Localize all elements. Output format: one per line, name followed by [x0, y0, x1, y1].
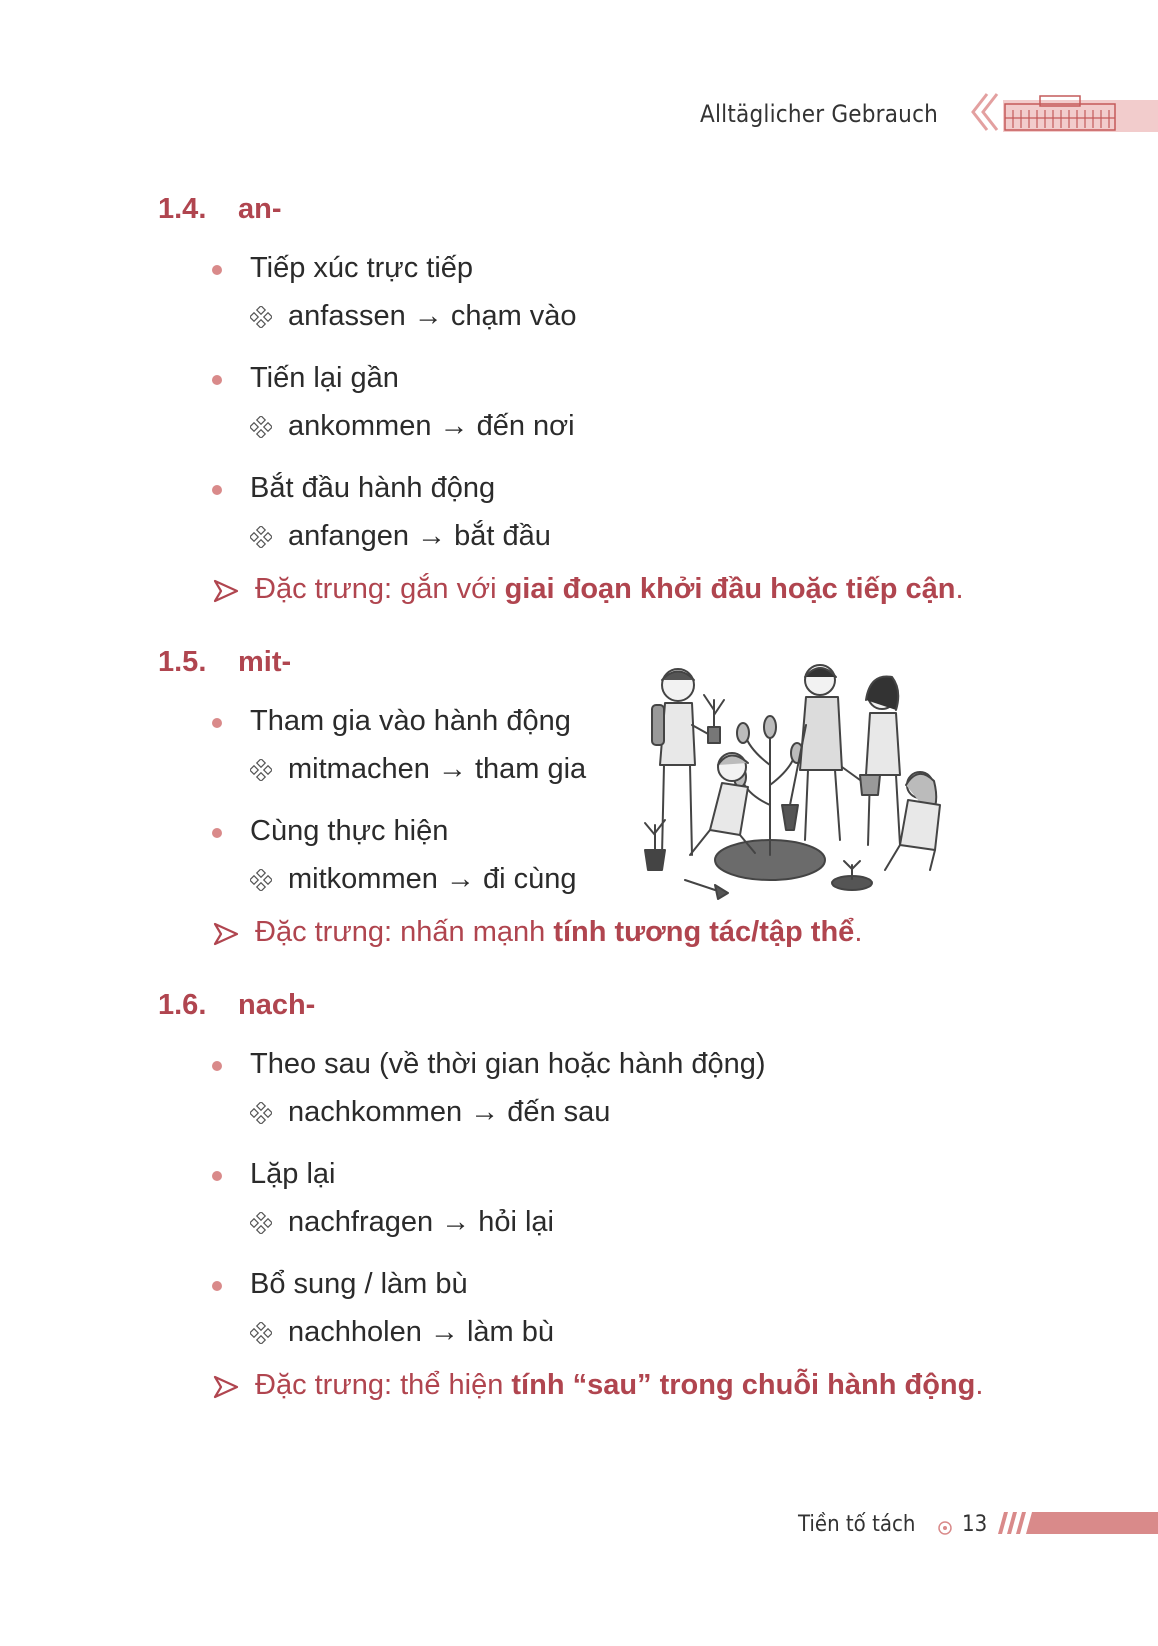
diamond-bullet-icon	[250, 1102, 272, 1124]
bullet-icon	[212, 718, 222, 728]
bullet-icon	[212, 1061, 222, 1071]
arrowhead-bullet-icon	[213, 1375, 239, 1399]
diamond-bullet-icon	[250, 1212, 272, 1234]
arrowhead-bullet-icon	[213, 922, 239, 946]
diamond-bullet-icon	[250, 759, 272, 781]
footer-stripe-bar	[990, 1512, 1158, 1534]
bullet-icon	[212, 485, 222, 495]
diamond-bullet-icon	[250, 1322, 272, 1344]
children-planting-tree-illustration	[630, 655, 950, 905]
bullet-icon	[212, 265, 222, 275]
section-heading-mit: 1.5. mit-	[158, 646, 292, 678]
arrowhead-bullet-icon	[213, 579, 239, 603]
diamond-bullet-icon	[250, 869, 272, 891]
section-heading-nach: 1.6. nach-	[158, 989, 316, 1021]
running-footer-title: Tiền tố tách	[798, 1512, 916, 1537]
section-heading-an: 1.4. an-	[158, 193, 282, 225]
building-emblem-icon	[965, 90, 1158, 142]
bullet-icon	[212, 375, 222, 385]
diamond-bullet-icon	[250, 416, 272, 438]
diamond-bullet-icon	[250, 306, 272, 328]
bullet-icon	[212, 828, 222, 838]
bullet-icon	[212, 1171, 222, 1181]
running-header-title: Alltäglicher Gebrauch	[700, 100, 939, 128]
bullet-icon	[212, 1281, 222, 1291]
page-number: 13	[962, 1512, 988, 1537]
small-circle-ornament-icon	[937, 1520, 953, 1536]
diamond-bullet-icon	[250, 526, 272, 548]
